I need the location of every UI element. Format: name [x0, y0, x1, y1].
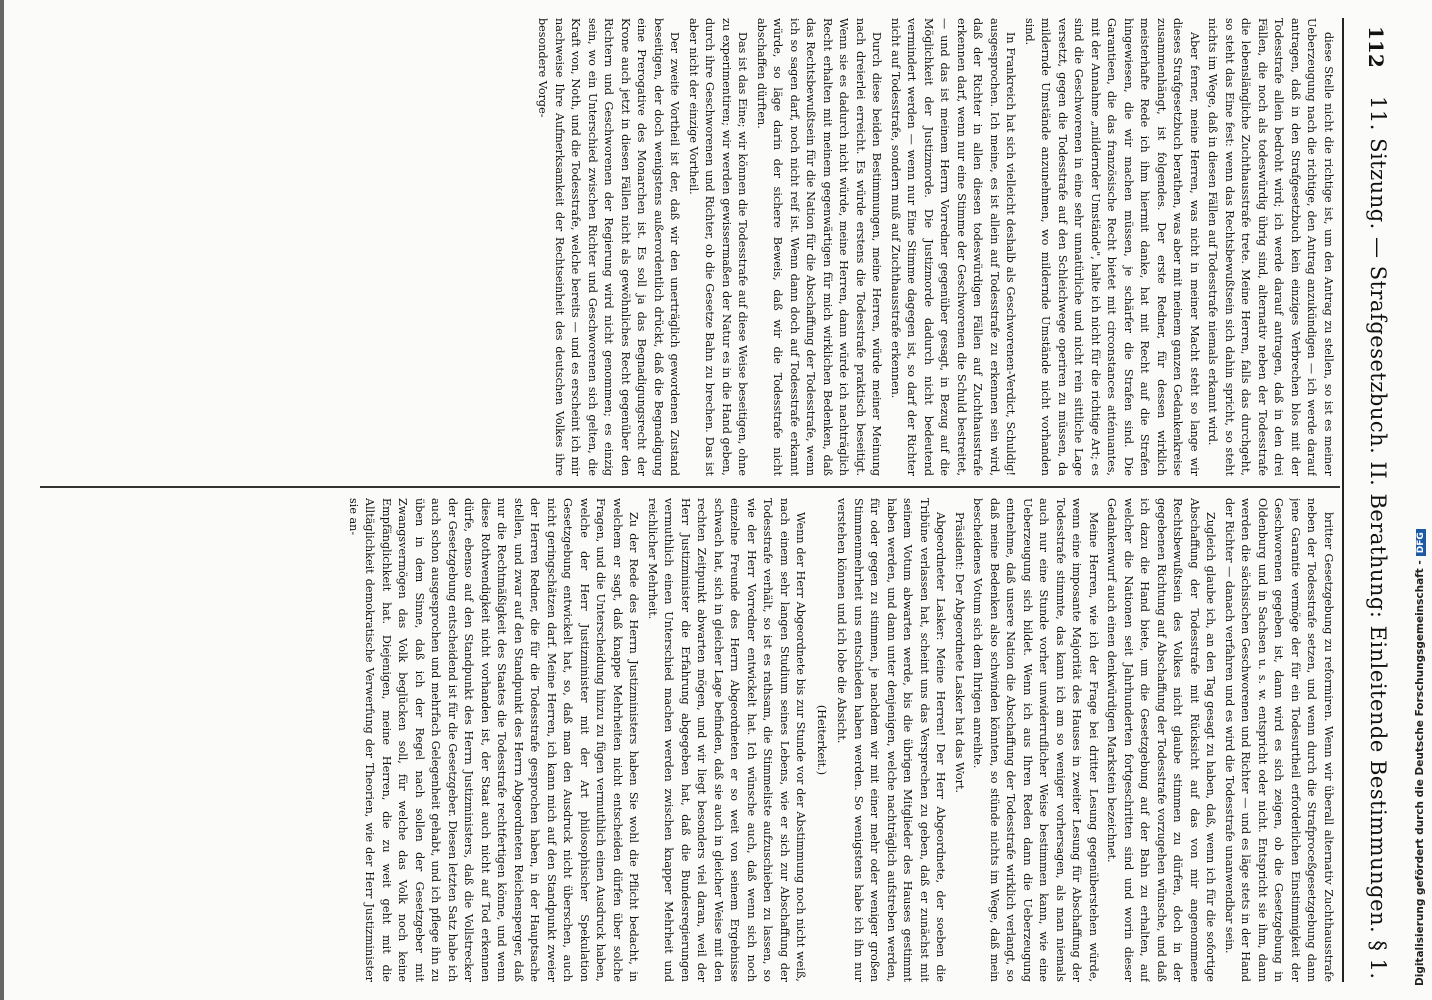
paragraph: Durch diese beiden Bestimmungen, meine Herren, würde meiner Meinung nach dreierlei erreicht. Es würde erstens die Todesstrafe praktisch beseitigt. Wenn sie es dadurch nicht würde, meine Herren, dann würde ich nachträglich Recht erhalten mit meinem gegenwärtigen für mich wirklichen Bedenken, daß das Rechtsbewußtsein für die Nation für die Abschaffung der Todesstrafe, wenn ich so sagen darf, noch nicht reif ist. Wenn dann doch auf Todesstrafe erkannt würde, so läge darin der sichere Beweis, daß wir die Todesstrafe nicht abschaffen dürften. — [755, 18, 884, 476]
paragraph: Zugleich glaube ich, an den Tag gesagt zu haben, daß, wenn ich für die sofortige Abschaffung der Todesstrafe mit Rücksicht auf das von mir angenommene Rechtsbewußtsein des Volkes nicht glaube stimmen zu dürfen, doch in der gegebenen Richtung auf Abschaffung der Todesstrafe vorzugehen wünsche, und daß ich dazu die Hand biete, um die Gesetzgebung auf der Bahn zu erhalten, auf welcher die Nationen seit Jahrhunderten fortgeschritten sind und worin dieser Gedankenwurf auch einen denkwürdigen Markstein bezeichnet. — [1105, 498, 1218, 982]
text-column-right — [40, 498, 1336, 982]
paragraph: britter Gesetzgebung zu reformiren. Wenn wir überall alternativ Zuchthausstrafe neben der Todesstrafe setzen, und wenn durch die Strafproceßgesetzgebung dann jene Garantie vermöge der für ein Todesurtheil erforderlichen Einstimmigkeit der Geschworenen gegeben ist, dann wird es sich zeigen, ob die Gesetzgebung in Oldenburg und in Sachsen u. s. w. entspricht oder nicht. Entspricht sie ihm, dann werden die sächsischen Geschworenen und Richter — und es läge stets in der Hand der Richter — danach verfahren und es wird die Todesstrafe unanwendbar sein. — [1223, 498, 1335, 982]
paragraph: Präsident: Der Abgeordnete Lasker hat das Wort. — [953, 512, 966, 794]
footer-text: Digitalisierung gefördert durch die Deutsche Forschungsgemeinschaft - — [1414, 560, 1426, 986]
running-title: 11. Sitzung. — Strafgesetzbuch. II. Berathung: Einleitende Bestimmungen. § 1. — [1366, 96, 1390, 980]
rotated-page-content — [40, 18, 1400, 982]
column-divider — [40, 486, 1340, 488]
paragraph: Der zweite Vortheil ist der, daß wir den unerträglich gewordenen Zustand beseitigen, der doch wenigstens außerordentlich drückt, daß die Begnadigung eine Prerogative des Monarchen ist. Es soll ja das Begnadigungsrecht der Krone auch jetzt in diesen Fällen nicht als gewöhnliches Recht gegenüber den Richtern und Geschworenen der Regierung wird nicht genommen; es einzig sein, wo ein Unterschied zwischen Richter und Geschworenen sich gelten, die Kraft von, Noth, und die Todesstrafe, welche bereits — und es erscheint ich mir nachweise Ihre Aufmerksamkeit der Rechtseinheit des deutschen Volkes ihre besondere Vorge- — [536, 18, 682, 476]
paragraph: Zu der Rede des Herrn Justizministers haben Sie wohl die Pflicht bedacht, in welchem er sagt, daß knappe Mehrheiten nicht entscheiden dürfen über solche Fragen, und die Unterscheidung hinzu zu fügen vermuthlich einen Ausdruck haben, welche der Herr Justizminister mit der Art philosophischer Spekulation Gesetzgebung entwickelt hat, so, daß man den Ausdruck nicht überschen, auch nicht geringschätzen darf. Meine Herren, ich kann mich auf den Standpunkt zweier der Herren Redner, die für die Todesstrafe gesprochen haben, in der Hauptsache stellen, und zwar auf den Standpunkt des Herrn Abgeordneten Reichensperger, daß nur die Rechtmäßigkeit des Staates die Todesstrafe rechtfertigen könne, und wenn diese Rothwendigkeit nicht vorhanden ist, der Staat auch nicht auf Tod erkennen dürfe, ebenso auf den Standpunkt des Herrn Justizministers, daß die Vollstrecker der Gesetzgebung entscheidend ist für die Gesetzgeber. Diesen letzten Satz habe ich auch schon ausgesprochen und mehrfach Gelegenheit gehabt, und ich pflege ihn zu üben in dem Sinne, daß ich der Regel nach sollen der Gesetzgeber mit Zwangsvermögen das Volk beglücken soll, für welche das Volk noch keine Empfänglichkeit hat. Diejenigen, meine Herren, die zu weit geht mit die Alltäglichkeit demokratische Verwerfung der Theorien, wie der Herr Justizminister sie an- — [347, 498, 641, 982]
digitization-footer — [1414, 529, 1426, 986]
paragraph: Aber ferner, meine Herren, was nicht in meiner Macht steht so lange wir dieses Strafgesetzbuch berathen, was aber mit meinem ganzen Gedankenkreise zusammenhängt, ist folgendes. Der erste Redner, für dessen wirklich meisterhafte Rede ich ihm hiermit danke, hat mit Recht auf die Strafen hingewiesen, die wir machen müssen, je schärfer die Strafen sind. Die Garantieen, die das französische Recht bietet mit circonstances atténuantes, mit der Annahme „mildernder Umstände", halte ich nicht für die richtige Art; es sind die Geschworenen in eine sehr unnatürliche und nicht rein sittliche Lage versetzt, gegen die Todesstrafe auf den Schleichwege operiren zu müssen, da mildernde Umstände anzunehmen, wo mildernde Umstände nicht vorhanden sind. — [1023, 18, 1201, 476]
text-column-left — [40, 18, 1336, 476]
scan-edge — [0, 0, 4, 1000]
dfg-logo: DFG — [1416, 529, 1426, 556]
page-header — [1342, 18, 1400, 982]
paragraph: (Heiterkeit.) — [815, 704, 828, 776]
paragraph: Abgeordneter Lasker: Meine Herren! Der Herr Abgeordnete, der soeben die Tribüne verlassen hat, scheint uns das Versprechen zu geben, daß er zunächst mit seinem Votum abwarten werde, bis die übrigen Mitglieder des Hauses gestimmt haben werden, und dann unter denjenigen, welche nachträglich aufstreben werden, für oder gegen zu stimmen, je nachdem wir mit einer mehr oder weniger großen Stimmenmehrheit uns entschieden haben werden. So wenigstens habe ich ihn nur verstehen können und ich lobe die Absicht. — [835, 498, 948, 982]
paragraph: Meine Herren, wie ich der Frage bei dritter Lesung gegenüberstehen würde, wenn eine imposante Majorität des Hauses in zweiter Lesung für Abschaffung der Todesstrafe stimmte, das kann ich am so weniger vorhersagen, als man niemals auch nur eine Stunde vorher unwiderruflicher Weise bestimmen kann, wie eine Ueberzeugung sich bildet. Wenn ich aus Ihren Reden dann die Ueberzeugung entnehme, daß unsere Nation die Abschaffung der Todesstrafe wirklich verlangt, so daß meine Bedenken also schwinden könnten, so stünde nichts im Wege, daß mein bescheidenes Votum sich dem Ihrigen anreihte. — [971, 498, 1100, 982]
paragraph: Das ist das Eine; wir können die Todesstrafe auf diese Weise beseitigen, ohne zu experimentiren; wir werden gewissermaßen der Natur es in die Hand geben, durch ihre Geschworenen und Richter, ob die Gesetze Bahn zu brechen. Das ist aber nicht der einzige Vortheil. — [687, 18, 750, 476]
paragraph: In Frankreich hat sich vielleicht deshalb als Geschworenen-Verdict, Schuldig! ausgesprochen. Ich meine, es ist allein auf Todesstrafe zu erkennen sein wird, daß der Richter in allen diesen todeswürdigen Fällen auf Zuchthausstrafe erkennen darf, wenn nur eine Stimme der Geschworenen die Schuld bestreitet, — und das ist meinem Herrn Vorredner gegenüber gesagt, in Bezug auf die Möglichkeit der Justizmorde. Die Justizmorde dadurch nicht bedeutend vermindert werden — wenn nur Eine Stimme dagegen ist, so darf der Richter nicht auf Todesstrafe, sondern muß auf Zuchthausstrafe erkennen. — [889, 18, 1018, 476]
paragraph: diese Stelle nicht die richtige ist, um den Antrag zu stellen, so ist es meiner Ueberzeugung nach die richtige, den Antrag anzukündigen — ich werde darauf antragen, daß in den Strafgesetzbuch kein einziges Verbrechen blos mit der Todesstrafe allein bedroht wird; ich werde darauf antragen, daß in den drei Fällen, die noch als todeswürdig übrig sind, alternativ neben der Todesstrafe die lebenslängliche Zuchthausstrafe trete. Meine Herren, falls das durchgeht, so steht das Eine fest: wenn das Rechtsbewußtsein sich dahin spricht, so steht nichts im Wege, daß in diesen Fällen auf Todesstrafe niemals erkannt wird. — [1206, 18, 1335, 476]
paragraph: Wenn der Herr Abgeordnete bis zur Stunde vor der Abstimmung noch nicht weiß, nach einem sehr langen Studium seines Lebens, wie er sich zur Abschaffung der Todesstrafe verhält, so ist es rathsam, die Stimmeliste aufzuschieben zu lassen, so wie der Herr Vorredner entwickelt hat. Ich wünsche auch, daß wenn sich noch einzelne Freunde des Herrn Abgeordneten er so weit von seinem Ergebnisse schwach hat, sich in gleicher Lage befinden, daß sie auch in gleicher Weise mit den rechten Zeitpunkt abwarten mögen, und wir liegt besonders viel daran, weil der Herr Justizminister die Erfahrung abgegeben hat, daß die Bundesregierungen vermuthlich einen Unterschied machen werden zwischen knapper Mehrheit und reichlicher Mehrheit. — [646, 498, 808, 982]
page-number: 112 — [1364, 26, 1388, 68]
